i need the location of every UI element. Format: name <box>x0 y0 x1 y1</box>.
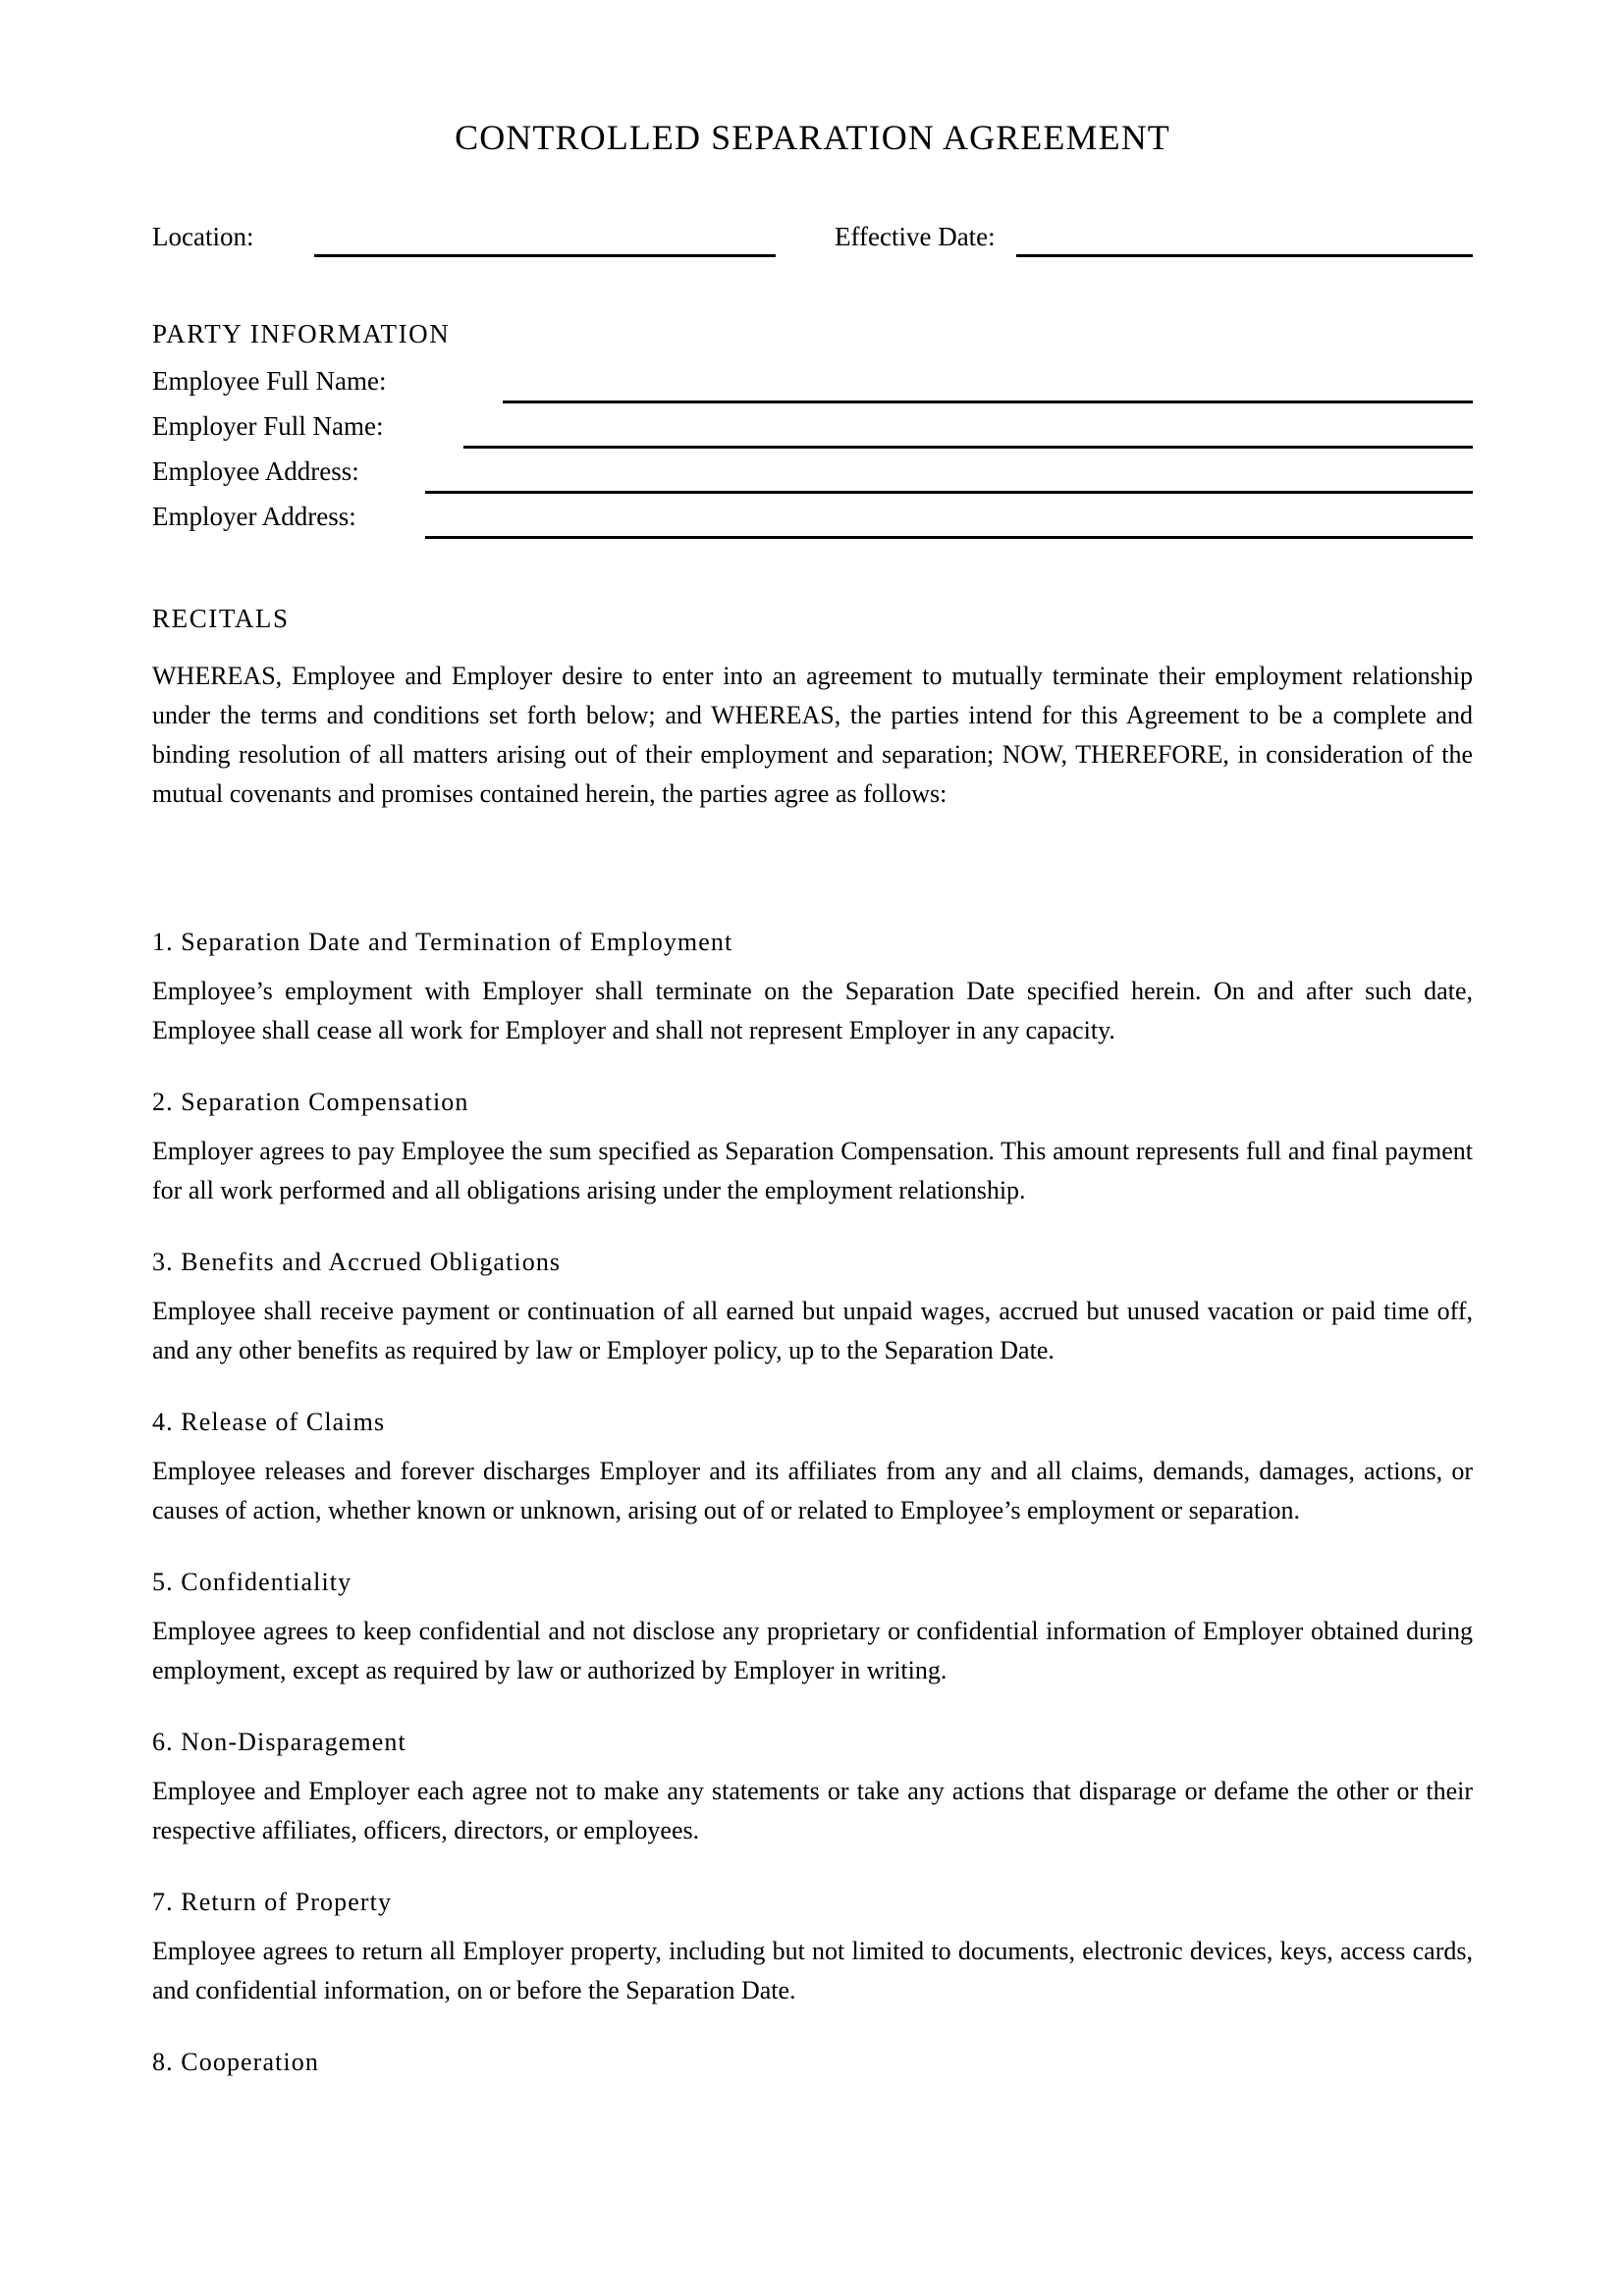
employer-address-input-rule[interactable] <box>425 536 1473 539</box>
clause-4 <box>152 1406 1473 1530</box>
employee-address-label: Employee Address: <box>152 456 359 486</box>
clause-3-heading: 3. Benefits and Accrued Obligations <box>152 1248 562 1277</box>
recitals-body: WHEREAS, Employee and Employer desire to enter into an agreement to mutually terminate their employment relationship under the terms and conditions set forth below; and WHEREAS, the parties intend for this Agreement to be a complete and binding resolution of all matters arising out of their employment and separation; NOW, THEREFORE, in consideration of the mutual covenants and promises contained herein, the parties agree as follows: <box>152 662 1473 809</box>
location-label: Location: <box>152 222 254 251</box>
location-field <box>152 220 253 265</box>
clause-1 <box>152 926 1473 1050</box>
employer-address-field <box>152 500 1473 545</box>
clause-5-heading: 5. Confidentiality <box>152 1568 352 1597</box>
clause-3-body: Employee shall receive payment or continuation of all earned but unpaid wages, accrued but unused vacation or paid time off, and any other benefits as required by law or Employer policy, up to the Separation Date. <box>152 1297 1473 1365</box>
clause-8 <box>152 2046 1473 2079</box>
document-meta-row <box>152 220 1473 265</box>
clause-5 <box>152 1566 1473 1690</box>
clause-2-heading: 2. Separation Compensation <box>152 1088 469 1117</box>
employee-full-name-input-rule[interactable] <box>503 400 1473 403</box>
employee-address-input-rule[interactable] <box>425 491 1473 494</box>
party-information-fields <box>152 364 1473 545</box>
clause-5-body: Employee agrees to keep confidential and not disclose any proprietary or confidential information of Employer obtained during employment, except as required by law or authorized by Employer in writing. <box>152 1617 1473 1685</box>
clause-6-body: Employee and Employer each agree not to make any statements or take any actions that disparage or defame the other or their respective affiliates, officers, directors, or employees. <box>152 1777 1473 1845</box>
clause-7 <box>152 1886 1473 2010</box>
clause-7-heading: 7. Return of Property <box>152 1888 393 1917</box>
effective-date-input-rule[interactable] <box>1016 254 1473 257</box>
clause-4-heading: 4. Release of Claims <box>152 1408 386 1437</box>
clause-6-heading: 6. Non-Disparagement <box>152 1728 406 1757</box>
clause-6 <box>152 1726 1473 1850</box>
employee-address-field <box>152 454 1473 500</box>
clause-list <box>152 926 1473 2079</box>
clause-2 <box>152 1086 1473 1210</box>
clause-2-body: Employer agrees to pay Employee the sum specified as Separation Compensation. This amount represents full and final payment for all work performed and all obligations arising under the employment relationship. <box>152 1137 1473 1205</box>
effective-date-field <box>835 220 996 265</box>
clause-3 <box>152 1246 1473 1370</box>
employee-full-name-field <box>152 364 1473 409</box>
location-input-rule[interactable] <box>314 254 776 257</box>
document-content <box>152 0 1473 2114</box>
employer-address-label: Employer Address: <box>152 502 356 531</box>
party-information-heading: PARTY INFORMATION <box>152 319 451 348</box>
clause-1-heading: 1. Separation Date and Termination of Employment <box>152 928 733 957</box>
clause-1-body: Employee’s employment with Employer shall terminate on the Separation Date specified herein. On and after such date, Employee shall cease all work for Employer and shall not represent Employer in any capacity. <box>152 977 1473 1045</box>
clause-7-body: Employee agrees to return all Employer property, including but not limited to documents, electronic devices, keys, access cards, and confidential information, on or before the Separation Date. <box>152 1937 1473 2005</box>
employee-full-name-label: Employee Full Name: <box>152 366 387 396</box>
employer-full-name-input-rule[interactable] <box>463 446 1473 449</box>
recitals-heading: RECITALS <box>152 604 290 633</box>
employer-full-name-label: Employer Full Name: <box>152 411 384 441</box>
clause-8-heading: 8. Cooperation <box>152 2048 319 2077</box>
employer-full-name-field <box>152 409 1473 454</box>
effective-date-label: Effective Date: <box>835 222 996 251</box>
clause-4-body: Employee releases and forever discharges Employer and its affiliates from any and all claims, demands, damages, actions, or causes of action, whether known or unknown, arising out of or related to Employee’s employment or separation. <box>152 1457 1473 1525</box>
page-title: CONTROLLED SEPARATION AGREEMENT <box>455 118 1170 157</box>
